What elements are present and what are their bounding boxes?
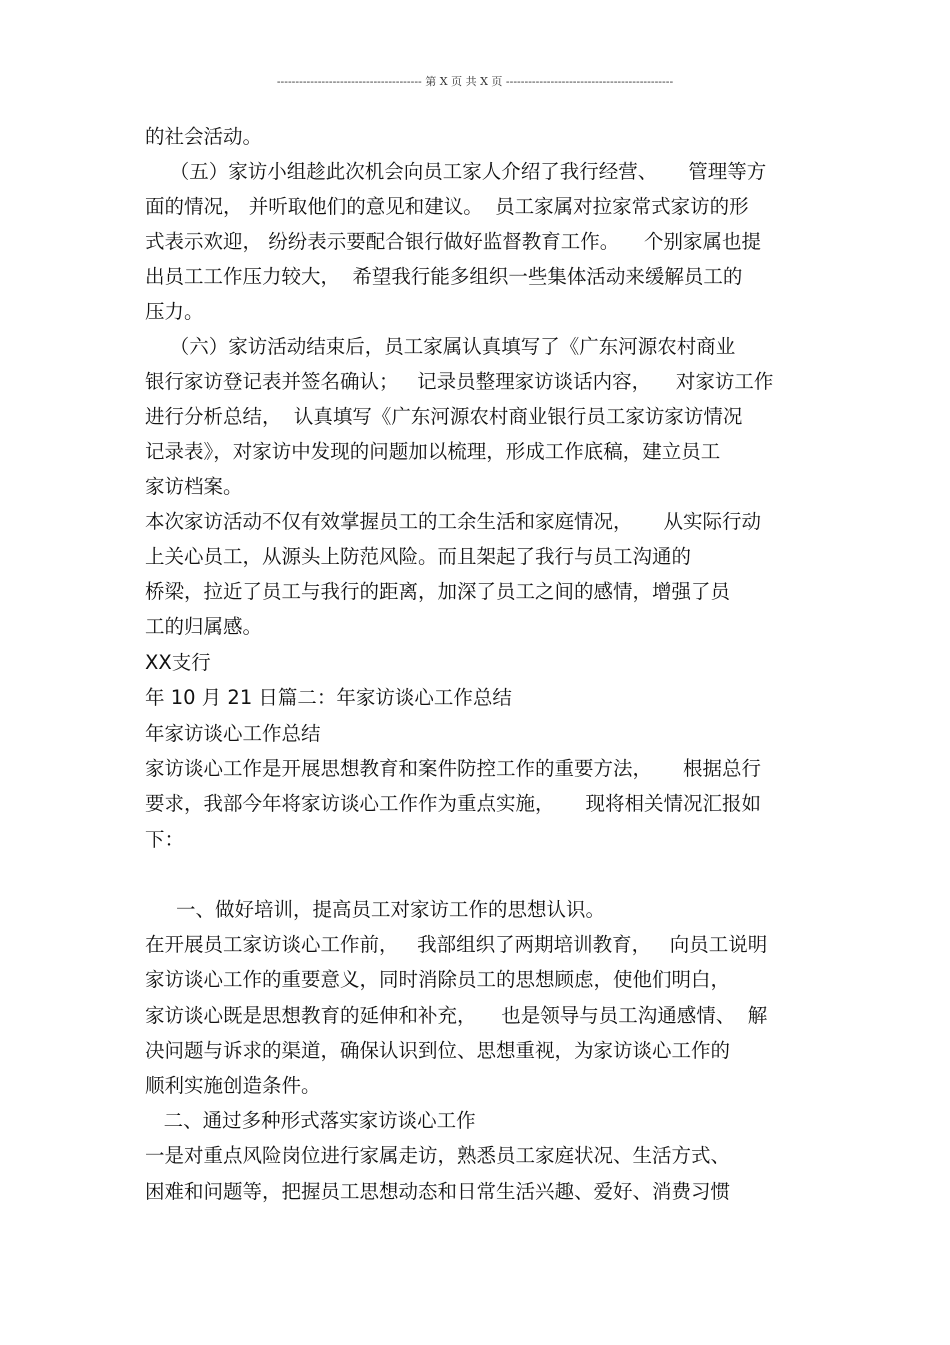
text-line: 年 10 月 21 日篇二：年家访谈心工作总结	[145, 686, 512, 709]
text-line: 下：	[145, 828, 185, 851]
text-line: 工的归属感。	[145, 615, 263, 638]
text-line: 家访档案。	[145, 475, 243, 498]
text-line: 决问题与诉求的渠道，确保认识到位、思想重视，为家访谈心工作的	[145, 1039, 731, 1062]
text-line: 的社会活动。	[145, 125, 263, 148]
text-line: 年家访谈心工作总结	[145, 722, 321, 745]
text-line: 在开展员工家访谈心工作前， 我部组织了两期培训教育， 向员工说明	[145, 933, 768, 956]
text-line: 本次家访活动不仅有效掌握员工的工余生活和家庭情况， 从实际行动	[145, 510, 761, 533]
text-line: 家访谈心既是思想教育的延伸和补充， 也是领导与员工沟通感情、 解	[145, 1004, 768, 1027]
text-line: XX支行	[145, 651, 211, 674]
text-line: 上关心员工，从源头上防范风险。而且架起了我行与员工沟通的	[145, 545, 692, 568]
text-line: 压力。	[145, 300, 204, 323]
text-line: 进行分析总结， 认真填写《广东河源农村商业银行员工家访家访情况	[145, 405, 743, 428]
text-line: 桥梁，拉近了员工与我行的距离，加深了员工之间的感情，增强了员	[145, 580, 731, 603]
text-line: （五）家访小组趁此次机会向员工家人介绍了我行经营、 管理等方	[145, 160, 767, 183]
text-line: 面的情况， 并听取他们的意见和建议。 员工家属对拉家常式家访的形	[145, 195, 749, 218]
text-line: 顺利实施创造条件。	[145, 1074, 321, 1097]
text-line: 出员工工作压力较大， 希望我行能多组织一些集体活动来缓解员工的	[145, 265, 743, 288]
text-line: 银行家访登记表并签名确认； 记录员整理家访谈话内容， 对家访工作	[145, 370, 774, 393]
text-line: 困难和问题等，把握员工思想动态和日常生活兴趣、爱好、消费习惯	[145, 1180, 731, 1203]
text-line: 家访谈心工作的重要意义，同时消除员工的思想顾虑，使他们明白，	[145, 968, 731, 991]
text-line: 记录表》，对家访中发现的问题加以梳理，形成工作底稿，建立员工	[145, 440, 721, 463]
text-line: （六）家访活动结束后，员工家属认真填写了《广东河源农村商业	[145, 335, 736, 358]
text-line: 一是对重点风险岗位进行家属走访，熟悉员工家庭状况、生活方式、	[145, 1144, 731, 1167]
text-line: 式表示欢迎， 纷纷表示要配合银行做好监督教育工作。 个别家属也提	[145, 230, 761, 253]
text-line: 要求，我部今年将家访谈心工作作为重点实施， 现将相关情况汇报如	[145, 792, 761, 815]
text-line: 一、做好培训，提高员工对家访工作的思想认识。	[145, 898, 605, 921]
page-header: --------------------------------------- 第 X 页 共 X 页 ---------------------------------------------	[276, 75, 674, 88]
text-line: 二、通过多种形式落实家访谈心工作	[145, 1109, 476, 1132]
text-line: 家访谈心工作是开展思想教育和案件防控工作的重要方法， 根据总行	[145, 757, 761, 780]
